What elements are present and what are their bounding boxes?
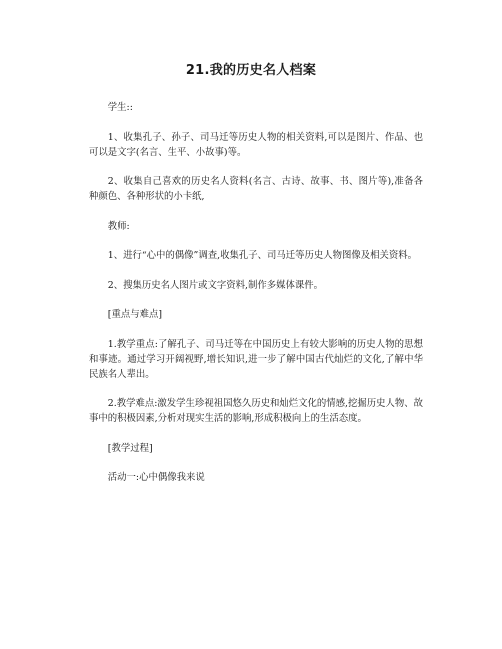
paragraph-teacher-heading: 教师: [107, 220, 130, 232]
paragraph-teacher-item-2: 2、搜集历史名人图片或文字资料,制作多媒体课件。 [107, 279, 323, 291]
paragraph-teacher-item-1: 1、进行“心中的偶像”调查,收集孔子、司马迁等历史人物图像及相关资料。 [107, 250, 417, 261]
paragraph-difficult-point: 2.教学难点:激发学生珍视祖国悠久历史和灿烂文化的情感,挖掘历史人物、故事中的积极因素,分析对现实生活的影响,形成积极向上的生活态度。 [89, 398, 423, 424]
paragraph-student-item-1: 1、收集孔子、孙子、司马迁等历史人物的相关资料,可以是图片、作品、也可以是文字(名言、生平、小故事)等。 [89, 131, 423, 158]
paragraph-student-item-2: 2、收集自己喜欢的历史名人资料(名言、古诗、故事、书、图片等),准备各种颜色、各种形状的小卡纸, [89, 176, 423, 202]
section-heading-teaching-process: [教学过程] [107, 442, 153, 454]
document-title: 21.我的历史名人档案 [185, 63, 317, 78]
paragraph-key-point: 1.教学重点:了解孔子、司马迁等在中国历史上有较大影响的历史人物的思想和事迹。通过学习开阔视野,增长知识,进一步了解中国古代灿烂的文化,了解中华民族名人辈出。 [89, 338, 423, 380]
paragraph-student-heading: 学生:: [107, 102, 133, 113]
paragraph-activity-1: 活动一:心中偶像我来说 [107, 472, 205, 483]
section-heading-key-points: [重点与难点] [107, 309, 162, 320]
document-body [89, 100, 423, 500]
